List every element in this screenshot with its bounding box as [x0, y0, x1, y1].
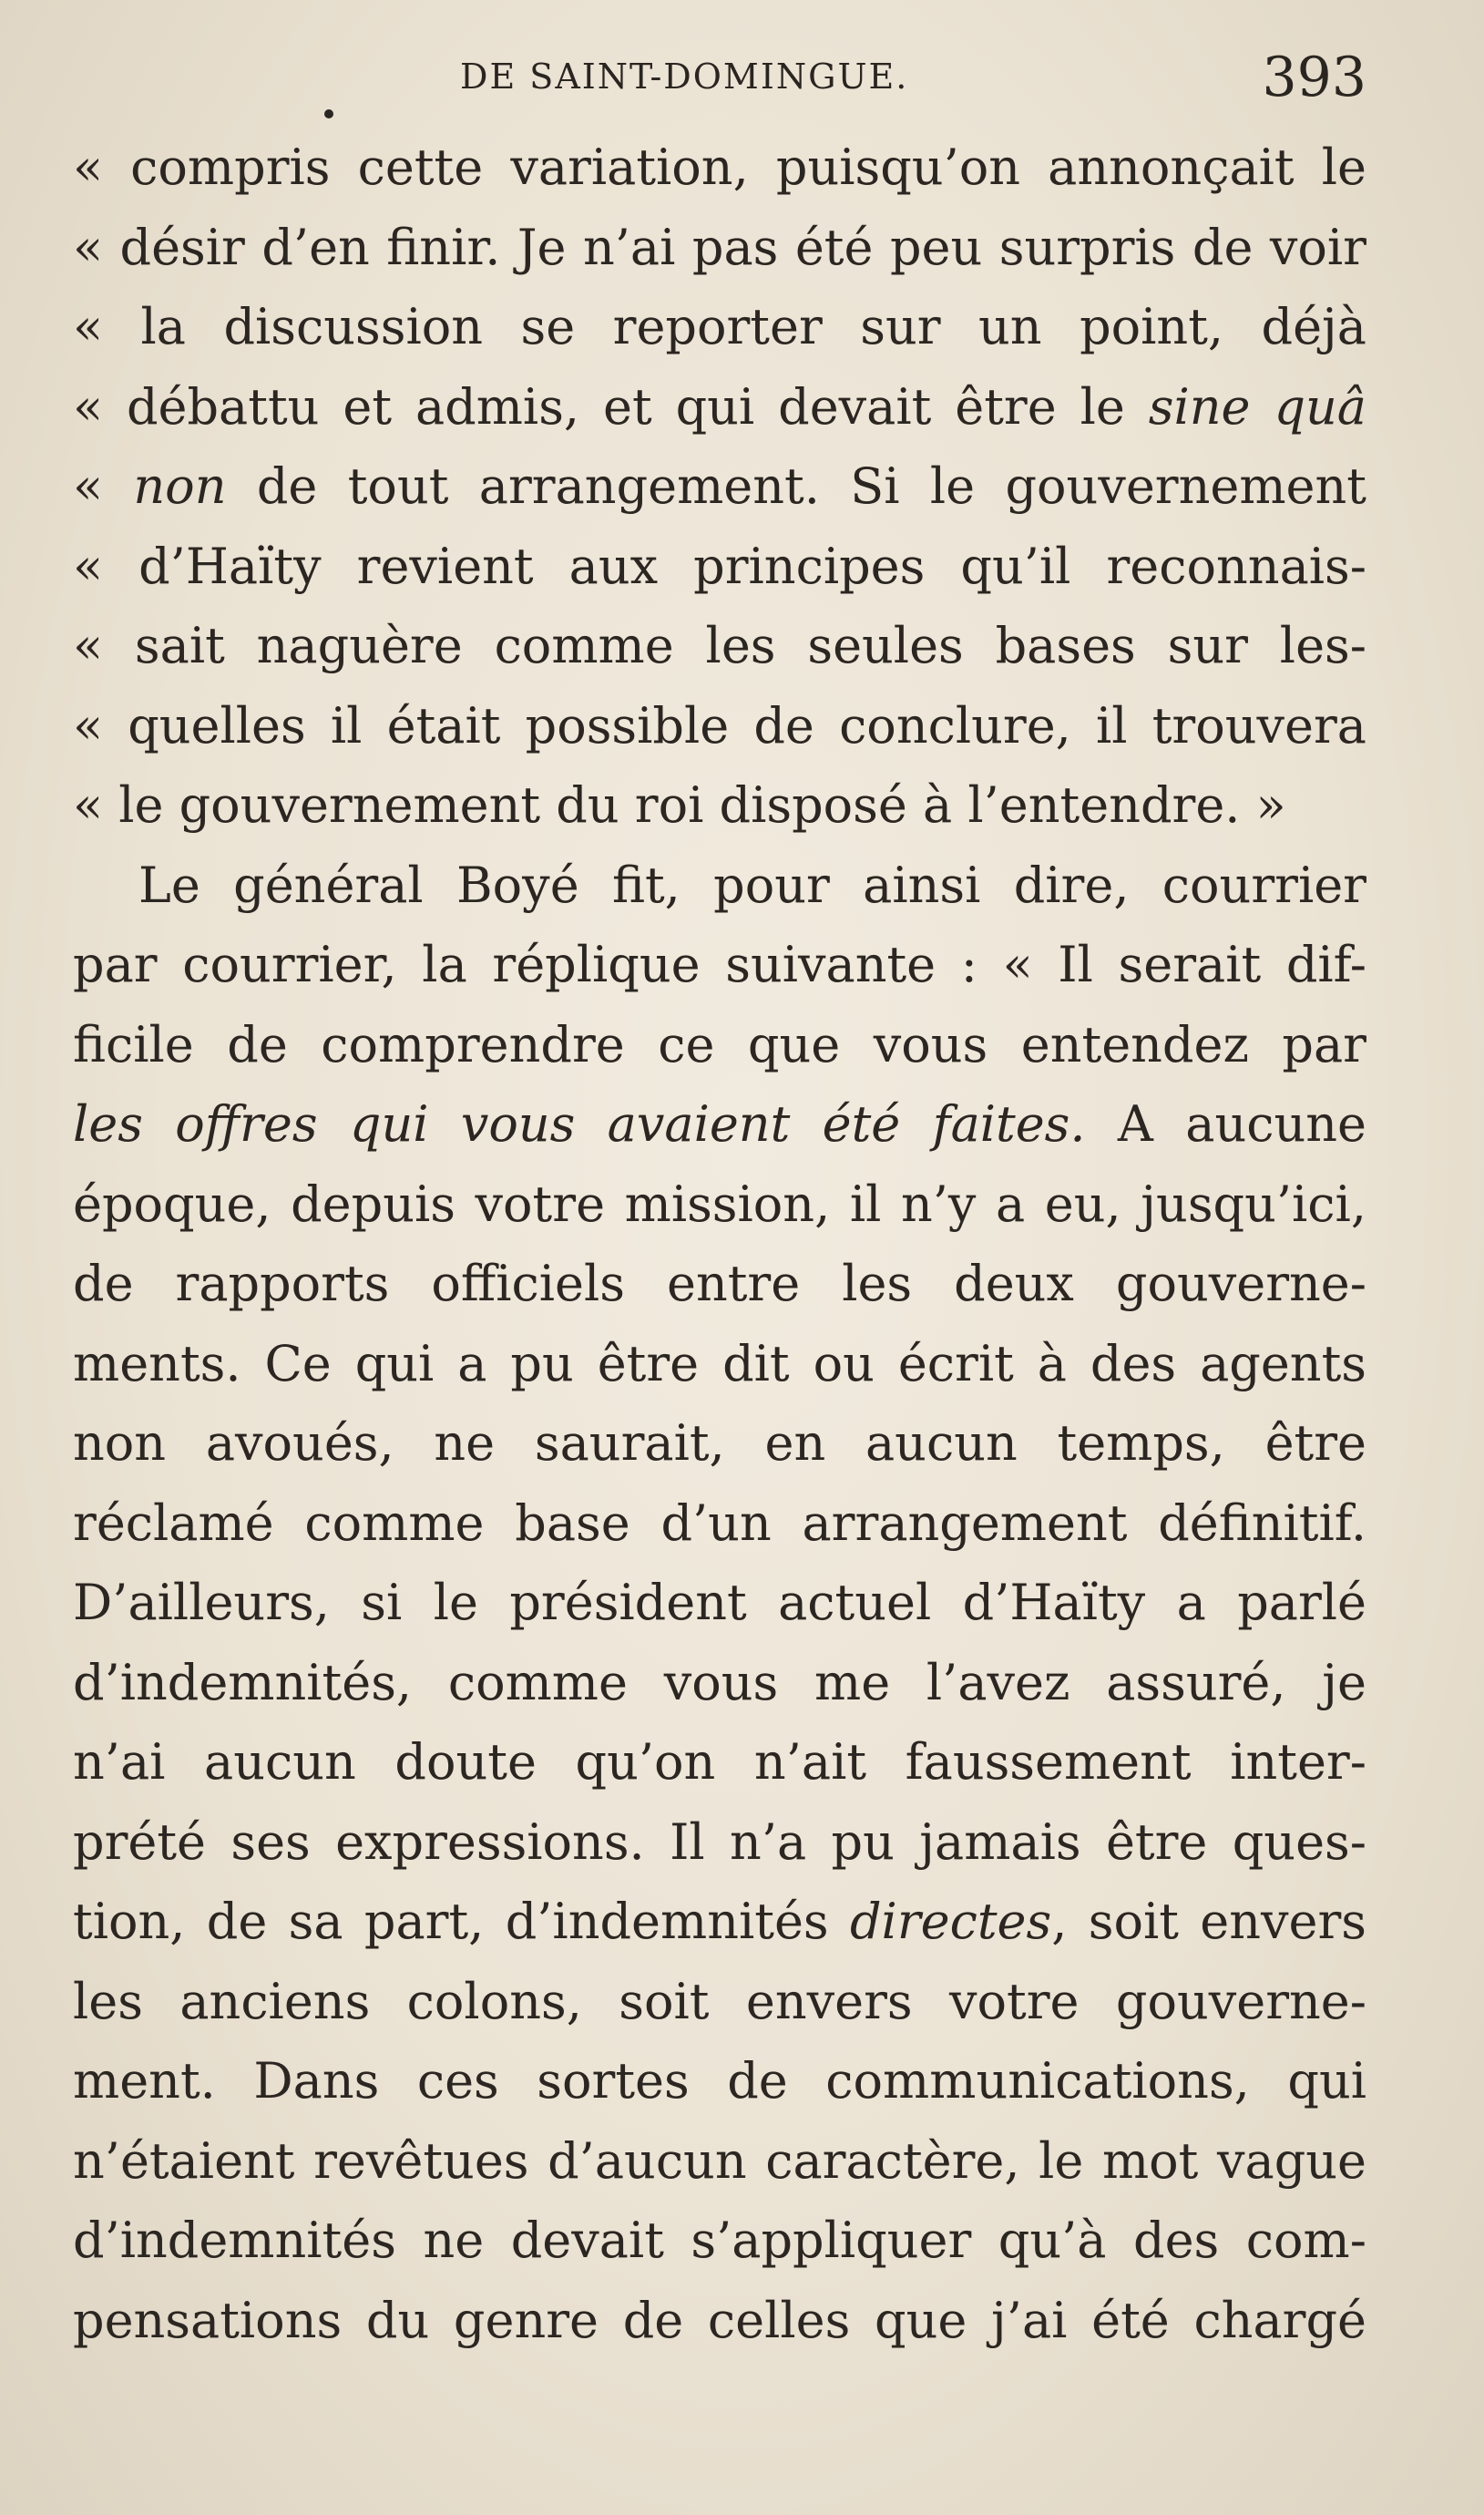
text-segment: tion, de sa part, d’indemnités — [73, 1893, 829, 1950]
text-line: d’indemnités ne devait s’appliquer qu’à des com- — [73, 2212, 1366, 2269]
text-line: non avoués, ne saurait, en aucun temps, être — [73, 1414, 1366, 1472]
text-line: « désir d’en finir. Je n’ai pas été peu surpris de voir — [73, 218, 1366, 276]
text-segment: , soit envers — [1051, 1893, 1366, 1950]
italic-phrase: sine quâ — [1148, 377, 1366, 436]
text-line — [73, 1084, 1366, 1165]
text-line: « sait naguère comme les seules bases sur les- — [73, 617, 1366, 674]
text-line: « le gouvernement du roi disposé à l’entendre. » — [73, 776, 1286, 834]
text-line: « compris cette variation, puisqu’on annonçait le — [73, 139, 1366, 196]
text-line: « d’Haïty revient aux principes qu’il reconnais- — [73, 537, 1366, 595]
text-line: par courrier, la réplique suivante : « Il serait dif- — [73, 936, 1366, 993]
italic-phrase: directes — [849, 1893, 1052, 1950]
text-segment: A aucune — [1117, 1095, 1366, 1153]
text-segment: de tout arrangement. Si le gouvernement — [256, 457, 1366, 515]
body-text — [73, 128, 1366, 2360]
text-line: prété ses expressions. Il n’a pu jamais être ques- — [73, 1812, 1366, 1871]
italic-phrase: non — [133, 457, 227, 515]
text-line — [73, 447, 1366, 527]
italic-phrase: les offres qui vous avaient été faites. — [73, 1095, 1086, 1153]
text-segment: « débattu et admis, et qui devait être le — [73, 377, 1125, 436]
text-line: « la discussion se reporter sur un point, déjà — [73, 298, 1366, 355]
page-header — [73, 46, 1366, 118]
running-head: DE SAINT-DOMINGUE. — [460, 56, 909, 97]
ink-speck — [324, 109, 333, 118]
text-line — [73, 1882, 1366, 1962]
text-line: n’étaient revêtues d’aucun caractère, le mot vague — [73, 2131, 1366, 2190]
page-number: 393 — [1262, 46, 1366, 109]
text-line: « quelles il était possible de conclure, il trouvera — [73, 696, 1366, 754]
text-line: les anciens colons, soit envers votre gouverne- — [73, 1972, 1366, 2030]
text-line: ment. Dans ces sortes de communications, qui — [73, 2052, 1366, 2110]
text-line: D’ailleurs, si le président actuel d’Haïty a parlé — [73, 1574, 1366, 1631]
text-line: ments. Ce qui a pu être dit ou écrit à des agents — [73, 1334, 1366, 1392]
text-line: d’indemnités, comme vous me l’avez assuré, je — [73, 1653, 1366, 1711]
text-line: pensations du genre de celles que j’ai été chargé — [73, 2291, 1366, 2349]
text-line: Le général Boyé fit, pour ainsi dire, courrier — [138, 856, 1366, 914]
text-line — [73, 367, 1366, 447]
text-segment: « — [73, 457, 104, 515]
text-line: ficile de comprendre ce que vous entendez par — [73, 1015, 1366, 1073]
text-line: n’ai aucun doute qu’on n’ait faussement inter- — [73, 1733, 1366, 1791]
text-line: réclamé comme base d’un arrangement définitif. — [73, 1494, 1366, 1552]
text-line: de rapports officiels entre les deux gouverne- — [73, 1255, 1366, 1312]
text-line: époque, depuis votre mission, il n’y a eu, jusqu’ici, — [73, 1175, 1366, 1233]
